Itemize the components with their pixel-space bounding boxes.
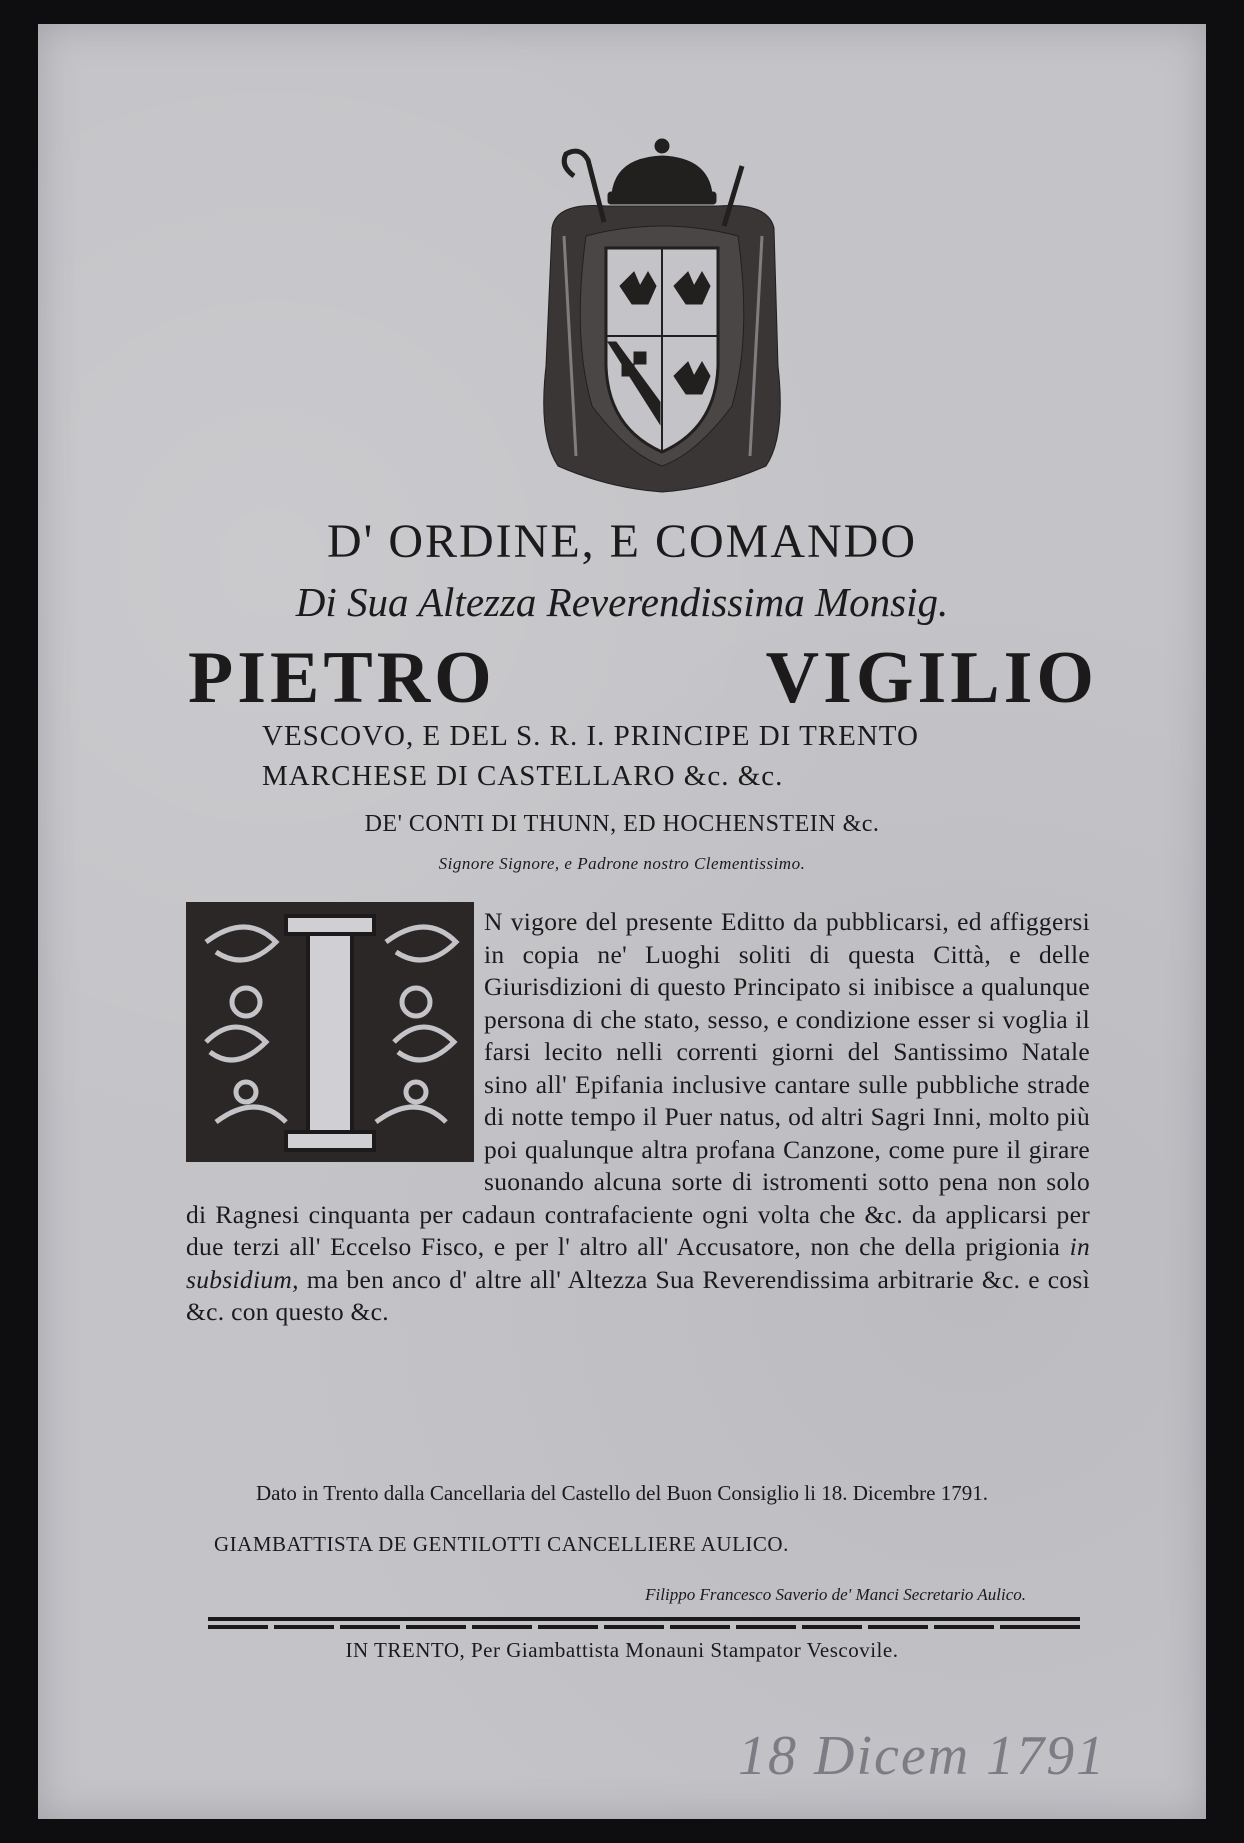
drop-cap-space [186, 906, 484, 1168]
heading-name: PIETRO VIGILIO [188, 637, 1098, 719]
coat-of-arms-emblem [516, 136, 808, 501]
document-sheet [38, 24, 1206, 1819]
handwritten-pencil-date: 18 Dicem 1791 [738, 1725, 1107, 1787]
printer-imprint: IN TRENTO, Per Giambattista Monauni Stampator Vescovile. [345, 1638, 899, 1662]
ornamental-rule-divider [208, 1615, 1080, 1633]
date-issued-line: Dato in Trento dalla Cancellaria del Castello del Buon Consiglio li 18. Dicembre 1791. [256, 1481, 988, 1505]
heading-altezza: Di Sua Altezza Reverendissima Monsig. [295, 579, 949, 625]
edict-text-part-a: N vigore del presente Editto da pubblicarsi, ed affiggersi in copia ne' Luoghi soliti di questa Città, e delle Giurisdizioni di questo Principato si inibisce a qualunque persona di che stato, sesso, e condizione esser si voglia il farsi lecito nelli correnti giorni del Santissimo Natale sino all' Epifania inclusive cantare sulle pubbliche strade di notte tempo il Puer natus, od altri Sagri Inni, molto più poi qualunque altra profana Canzone, come pure il girare suonando alcuna sorte di istromenti sotto pena non solo di Ragnesi cinquanta per cadaun contrafaciente ogni volta che &c. da applicarsi per due terzi all' Eccelso Fisco, e per l' altro all' Accusatore, non che della prigionia [186, 907, 1090, 1261]
heading-order: D' ORDINE, E COMANDO [327, 515, 917, 568]
heading-marchese: MARCHESE DI CASTELLARO &c. &c. [262, 760, 784, 792]
secretario-signature: Filippo Francesco Saverio de' Manci Secretario Aulico. [645, 1585, 1026, 1604]
edict-text-part-b: ma ben anco d' altre all' Altezza Sua Reverendissima arbitrarie &c. e così &c. con questo &c. [186, 1264, 1090, 1326]
heading-signore: Signore Signore, e Padrone nostro Clementissimo. [438, 854, 806, 873]
edict-text-italic: in subsidium, [186, 1232, 1090, 1294]
heading-vescovo: VESCOVO, E DEL S. R. I. PRINCIPE DI TRENTO [262, 720, 919, 752]
heading-conti: DE' CONTI DI THUNN, ED HOCHENSTEIN &c. [364, 811, 880, 837]
edict-body-text [186, 906, 1090, 1329]
cancelliere-signature: GIAMBATTISTA DE GENTILOTTI CANCELLIERE AULICO. [214, 1532, 789, 1556]
